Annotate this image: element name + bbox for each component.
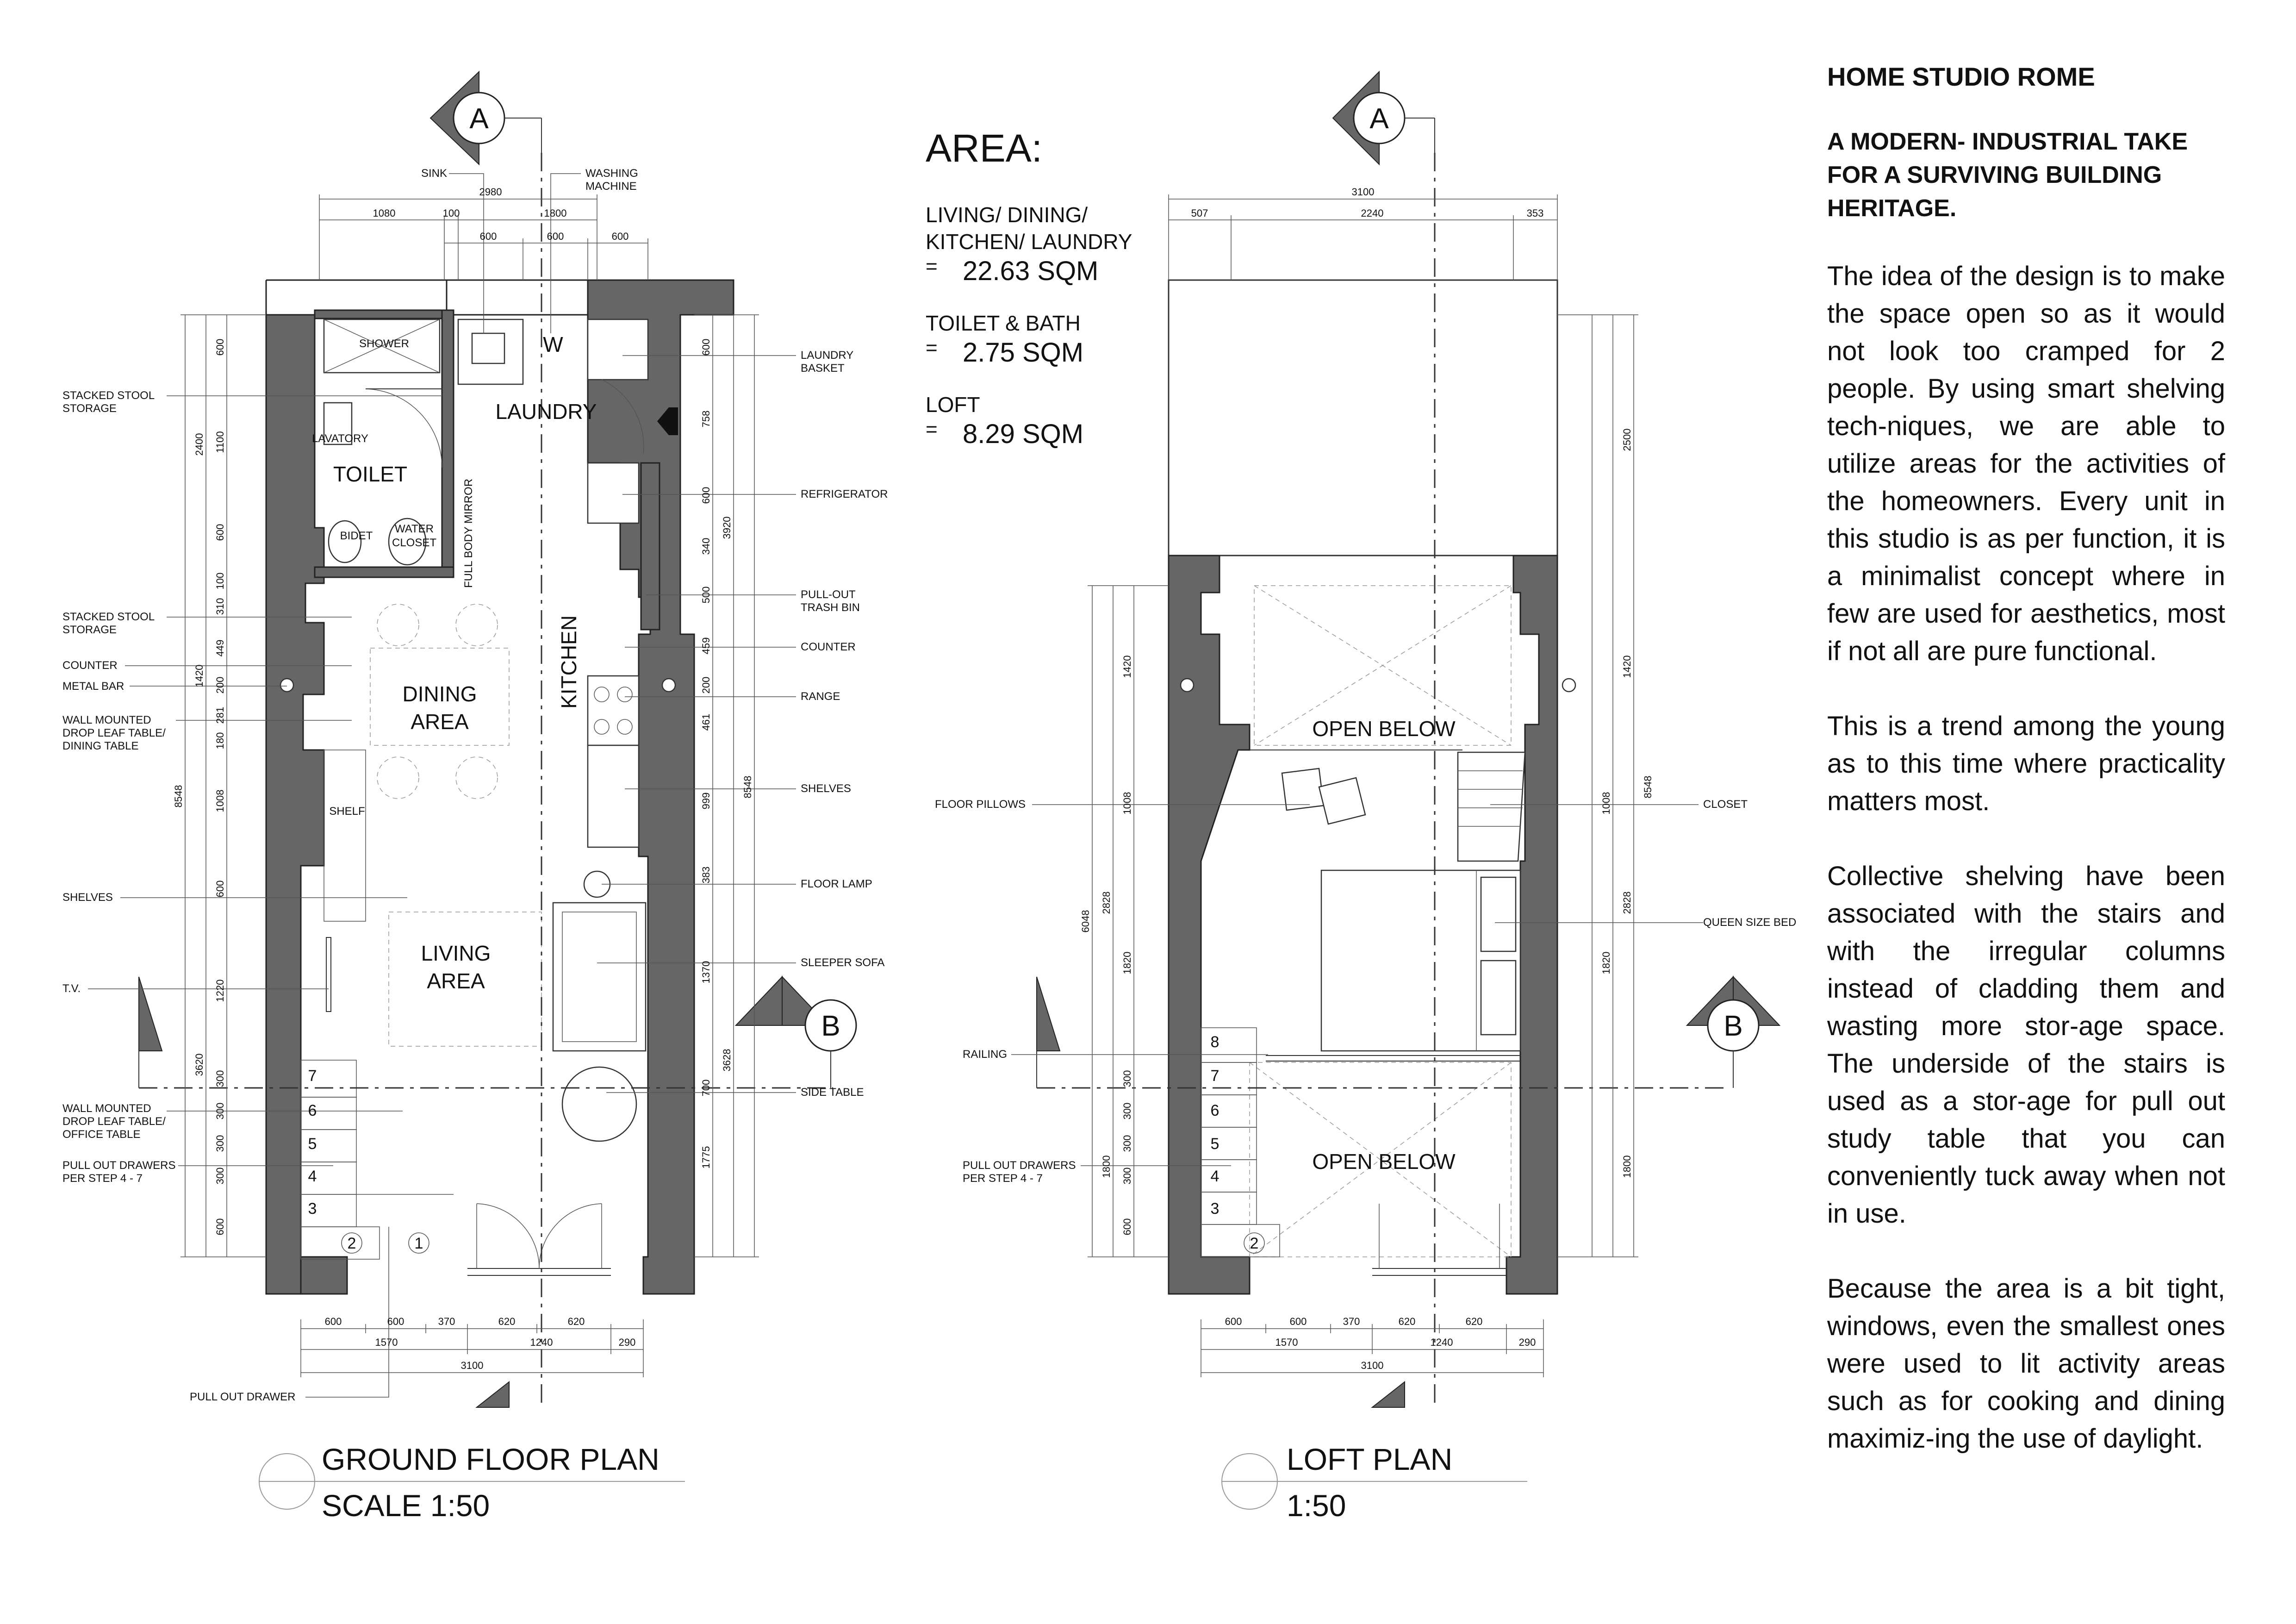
project-subtitle: A MODERN- INDUSTRIAL TAKE FOR A SURVIVING BUILDING HERITAGE.	[1827, 128, 2188, 222]
dim-left: 281	[214, 706, 226, 724]
label-left: WALL MOUNTED	[62, 714, 151, 726]
dim-bottom: 600	[1289, 1316, 1307, 1327]
dim-right: 2828	[1621, 891, 1633, 914]
dim-bottom: 3100	[1361, 1360, 1384, 1371]
dim-bottom: 600	[324, 1316, 342, 1327]
description-column	[1827, 60, 2225, 1495]
dim-left: 300	[1121, 1102, 1133, 1120]
dim-right: 2500	[1621, 428, 1633, 451]
dim-right: 1420	[1621, 655, 1633, 678]
dim-left: 300	[214, 1135, 226, 1152]
label-right: COUNTER	[801, 641, 856, 653]
area-label: TOILET & BATH	[926, 311, 1081, 335]
dim-left: 1220	[214, 979, 226, 1002]
dim-bottom: 1570	[1275, 1337, 1298, 1348]
ground-stairs	[301, 1060, 454, 1259]
label-left: OFFICE TABLE	[62, 1128, 141, 1141]
dim-left: 6048	[1080, 910, 1091, 933]
dim-left: 449	[214, 639, 226, 657]
door-leaves	[477, 1204, 602, 1268]
dim-left: 2828	[1101, 891, 1112, 914]
toilet-door-swing	[366, 389, 442, 468]
dim-bottom: 600	[387, 1316, 404, 1327]
label-left: DROP LEAF TABLE/	[62, 727, 166, 739]
dim-left: 3620	[193, 1053, 205, 1076]
ground-left-labels	[62, 389, 442, 1185]
dim-right: 8548	[1642, 775, 1654, 799]
kitchen-shelves	[588, 745, 639, 847]
room-dining-line1: DINING	[402, 682, 477, 706]
label-right: SHELVES	[801, 782, 851, 795]
dim-top: 3100	[1351, 186, 1375, 198]
laundry-basket	[588, 319, 648, 380]
tv-panel	[326, 937, 331, 1012]
section-marker-a	[430, 72, 541, 164]
dim-top: 353	[1526, 207, 1544, 219]
dim-bottom: 3100	[460, 1360, 484, 1371]
step-number: 4	[308, 1168, 317, 1185]
label-left: STACKED STOOL	[62, 611, 155, 623]
range	[588, 676, 639, 745]
dim-left: 300	[1121, 1135, 1133, 1152]
area-title: AREA:	[926, 126, 1043, 170]
dim-top: 600	[611, 231, 629, 242]
window-post	[662, 679, 675, 692]
room-living-line1: LIVING	[421, 941, 491, 965]
dim-right: 758	[700, 410, 712, 428]
label-left: DROP LEAF TABLE/	[62, 1115, 166, 1128]
label-lavatory: LAVATORY	[312, 432, 368, 445]
dim-right: 3628	[721, 1049, 733, 1072]
dim-bottom: 370	[438, 1316, 455, 1327]
label-left: STACKED STOOL	[62, 389, 155, 402]
label-left: PULL OUT DRAWERS	[62, 1159, 176, 1172]
label-water-closet-1: WATER	[395, 523, 434, 535]
dim-left: 600	[214, 1218, 226, 1236]
side-table	[562, 1067, 636, 1141]
dim-top: 2240	[1361, 207, 1384, 219]
open-below-label-1: OPEN BELOW	[1312, 717, 1456, 741]
label-washing-2: MACHINE	[585, 180, 637, 193]
label-right: RANGE	[801, 690, 840, 703]
label-floor-pillows: FLOOR PILLOWS	[935, 798, 1026, 811]
bed-pillow	[1481, 877, 1516, 951]
label-pull-out-drawers-2: PER STEP 4 - 7	[963, 1172, 1043, 1185]
loft-section-a-label: A	[1369, 103, 1389, 135]
step-number: 7	[308, 1067, 317, 1085]
dim-right: 999	[700, 792, 712, 810]
label-washer: W	[543, 332, 563, 356]
dim-left: 1008	[214, 789, 226, 812]
label-left: WALL MOUNTED	[62, 1102, 151, 1115]
step-number: 1	[414, 1235, 423, 1252]
loft-section-marker-b	[1687, 977, 1780, 1088]
floor-pillow	[1282, 768, 1324, 810]
label-left: METAL BAR	[62, 680, 124, 693]
dim-left: 300	[214, 1070, 226, 1087]
dim-right: 1820	[1600, 951, 1612, 974]
area-value: = 22.63 SQM	[926, 255, 1277, 287]
label-mirror: FULL BODY MIRROR	[462, 478, 475, 588]
description-paragraph: Collective shelving have been associated with the stairs and with the irregular columns instead of cladding them and wasting more stor-age space. The underside of the stairs is used as a stor-age for pull out study table that you can conveniently tuck away when not in use.	[1827, 861, 2225, 1229]
dim-left: 600	[1121, 1218, 1133, 1236]
dim-left: 2400	[193, 433, 205, 456]
dim-left: 1420	[193, 664, 205, 687]
label-shelf: SHELF	[329, 805, 365, 818]
dim-left: 300	[1121, 1070, 1133, 1087]
loft-post	[1562, 679, 1575, 692]
step-number: 3	[1210, 1200, 1220, 1218]
dim-bottom: 620	[498, 1316, 516, 1327]
refrigerator	[588, 463, 639, 523]
label-left: PER STEP 4 - 7	[62, 1172, 143, 1185]
dim-top: 507	[1191, 207, 1208, 219]
step-number: 2	[1250, 1235, 1259, 1252]
dim-top: 600	[547, 231, 564, 242]
dim-bottom: 290	[1518, 1337, 1536, 1348]
label-right: TRASH BIN	[801, 601, 860, 614]
dim-bottom: 620	[1465, 1316, 1483, 1327]
label-sink: SINK	[421, 167, 448, 180]
dim-left: 8548	[173, 785, 184, 808]
step-number: 7	[1210, 1067, 1220, 1085]
label-washing-1: WASHING	[585, 167, 638, 180]
dim-right: 1008	[1600, 792, 1612, 815]
dim-bottom: 1240	[530, 1337, 553, 1348]
label-shower: SHOWER	[359, 337, 409, 350]
section-a-label: A	[469, 103, 489, 135]
dim-right: 1800	[1621, 1155, 1633, 1178]
dim-left: 600	[214, 524, 226, 541]
step-number: 3	[308, 1200, 317, 1218]
dim-left: 1800	[1101, 1155, 1112, 1178]
loft-plan-scale: 1:50	[1287, 1488, 1346, 1523]
ground-plan-scale: SCALE 1:50	[322, 1488, 490, 1523]
loft-dim-text-left	[1080, 656, 1133, 1236]
section-arrow	[139, 977, 162, 1051]
description-paragraph: This is a trend among the young as to this time where practicality matters most.	[1827, 711, 2225, 816]
label-bidet: BIDET	[340, 530, 373, 542]
dim-left: 1100	[214, 431, 226, 453]
dim-bottom: 290	[618, 1337, 636, 1348]
dim-right: 1370	[700, 961, 712, 984]
dim-left: 600	[214, 880, 226, 898]
leader-washer	[551, 174, 581, 333]
ground-dim-text-right	[700, 339, 753, 1169]
step-number: 6	[1210, 1102, 1220, 1119]
loft-dims-left	[1088, 586, 1169, 1257]
dim-right: 459	[700, 637, 712, 655]
label-railing: RAILING	[963, 1048, 1008, 1061]
dim-right: 200	[700, 676, 712, 694]
room-laundry: LAUNDRY	[495, 400, 597, 424]
section-arrow	[1372, 1382, 1405, 1407]
step-number: 2	[347, 1235, 356, 1252]
dim-bottom: 620	[567, 1316, 585, 1327]
dim-left: 1420	[1121, 655, 1133, 678]
dim-left: 300	[214, 1167, 226, 1185]
label-left: COUNTER	[62, 659, 118, 672]
dim-right: 1775	[700, 1146, 712, 1169]
area-value: = 8.29 SQM	[926, 418, 1277, 450]
label-left: SHELVES	[62, 891, 113, 904]
area-label: LIVING/ DINING/	[926, 203, 1088, 227]
dim-left: 100	[214, 572, 226, 590]
dim-left: 1820	[1121, 951, 1133, 974]
open-below-label-2: OPEN BELOW	[1312, 1149, 1456, 1174]
kitchen-column	[641, 463, 660, 630]
area-summary	[926, 123, 1277, 473]
dim-left: 180	[214, 732, 226, 750]
loft-dim-text-right	[1600, 429, 1654, 1178]
step-number: 5	[1210, 1135, 1220, 1153]
toilet-top-wall	[315, 310, 449, 319]
label-pull-out-drawer: PULL OUT DRAWER	[190, 1391, 296, 1403]
label-queen-bed: QUEEN SIZE BED	[1703, 916, 1797, 929]
toilet-bottom-wall	[315, 567, 454, 577]
label-right: PULL-OUT	[801, 588, 856, 601]
dim-right: 600	[700, 338, 712, 356]
section-marker-b	[736, 977, 856, 1088]
dim-right: 3920	[721, 516, 733, 539]
step-number: 4	[1210, 1168, 1220, 1185]
door-swings	[477, 1204, 602, 1268]
bed-pillow	[1481, 961, 1516, 1035]
ground-floor-plan	[62, 72, 888, 1523]
description-paragraph: Because the area is a bit tight, windows, even the smallest ones were used to lit activity areas such as for cooking and dining maximiz-ing the use of daylight.	[1827, 1274, 2225, 1454]
closet	[1458, 752, 1525, 861]
room-kitchen: KITCHEN	[557, 615, 581, 709]
ground-plan-title: GROUND FLOOR PLAN	[322, 1442, 660, 1476]
dim-bottom: 1570	[375, 1337, 398, 1348]
area-label: LOFT	[926, 393, 980, 417]
label-right: SLEEPER SOFA	[801, 956, 885, 969]
label-right: SIDE TABLE	[801, 1086, 864, 1099]
loft-dims-right	[1557, 315, 1638, 1257]
room-toilet: TOILET	[333, 462, 408, 486]
dim-left: 300	[214, 1102, 226, 1120]
label-right: LAUNDRY	[801, 349, 854, 362]
step-number: 5	[308, 1135, 317, 1153]
label-left: T.V.	[62, 982, 81, 995]
dim-left: 310	[214, 598, 226, 615]
label-right: FLOOR LAMP	[801, 878, 872, 890]
metal-bar-post	[280, 679, 293, 692]
floor-pillow	[1319, 778, 1365, 824]
label-right: BASKET	[801, 362, 845, 375]
loft-section-marker-a	[1333, 72, 1435, 164]
label-water-closet-2: CLOSET	[392, 537, 437, 549]
step-number: 8	[1210, 1033, 1220, 1051]
area-value: = 2.75 SQM	[926, 337, 1277, 369]
dim-right: 461	[700, 713, 712, 731]
label-right: REFRIGERATOR	[801, 488, 888, 500]
dim-right: 600	[700, 487, 712, 504]
project-title: HOME STUDIO ROME	[1827, 62, 2095, 91]
area-label: KITCHEN/ LAUNDRY	[926, 230, 1132, 254]
dim-top: 2980	[479, 186, 502, 198]
shelf-unit	[324, 750, 366, 921]
door-leaves	[1379, 1204, 1500, 1268]
dim-right: 700	[700, 1079, 712, 1097]
dim-top: 1080	[373, 207, 396, 219]
dim-right: 383	[700, 866, 712, 884]
loft-plan-title: LOFT PLAN	[1287, 1442, 1453, 1476]
label-pull-out-drawers-1: PULL OUT DRAWERS	[963, 1159, 1076, 1172]
dim-bottom: 620	[1398, 1316, 1416, 1327]
label-left: STORAGE	[62, 624, 117, 636]
loft-post	[1181, 679, 1194, 692]
bottom-left-pier	[301, 1257, 347, 1294]
ground-stair-numbers	[308, 1067, 429, 1253]
room-dining-line2: AREA	[411, 710, 469, 734]
label-closet: CLOSET	[1703, 798, 1748, 811]
section-arrow	[477, 1382, 509, 1407]
ground-dim-text-left	[173, 339, 226, 1236]
section-b-label: B	[821, 1010, 840, 1042]
room-living-line2: AREA	[427, 969, 485, 993]
description-paragraph: The idea of the design is to make the space open so as it would not look too cramped for 2 people. By using smart shelving tech-niques, we are able to utilize areas for the activities of the homeowners. Every unit in this studio is as per function, it is a minimalist concept where in few are used for aesthetics, most if not all are pure functional.	[1827, 261, 2225, 666]
dim-top: 1800	[544, 207, 567, 219]
dim-left: 1008	[1121, 792, 1133, 815]
dim-bottom: 370	[1343, 1316, 1360, 1327]
dim-left: 200	[214, 676, 226, 694]
dim-right: 8548	[742, 775, 753, 799]
section-arrow	[1037, 977, 1060, 1051]
dim-bottom: 1240	[1430, 1337, 1453, 1348]
dim-top: 600	[479, 231, 497, 242]
dim-bottom: 600	[1225, 1316, 1242, 1327]
toilet-side-wall	[442, 310, 454, 569]
leader-sink	[449, 174, 484, 333]
step-number: 6	[308, 1102, 317, 1119]
dim-left: 600	[214, 338, 226, 356]
sink-bowl	[472, 333, 504, 363]
dim-right: 340	[700, 537, 712, 555]
label-left: DINING TABLE	[62, 740, 139, 752]
loft-section-b-label: B	[1724, 1010, 1743, 1042]
sleeper-sofa	[553, 903, 646, 1051]
dim-right: 500	[700, 586, 712, 604]
dim-top: 100	[442, 207, 460, 219]
label-left: STORAGE	[62, 402, 117, 415]
dim-left: 300	[1121, 1167, 1133, 1185]
